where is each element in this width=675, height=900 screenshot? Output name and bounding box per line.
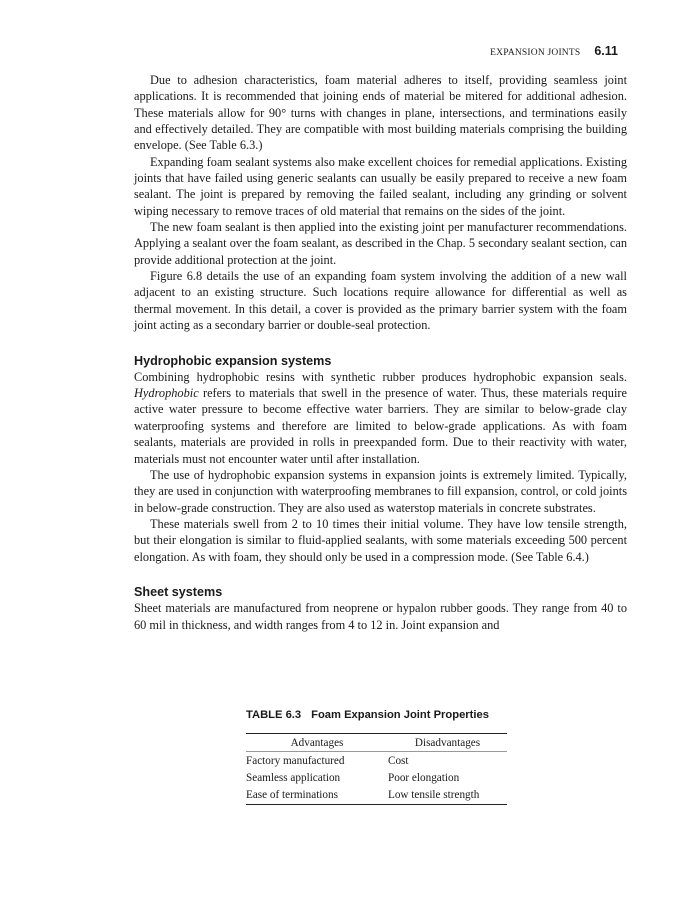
paragraph: The use of hydrophobic expansion systems in expansion joints is extremely limited. Typically, they are used in conjunction with waterproofing membranes to fill expansion, control, or cold joints in below-grade construction. They are also used as waterstop materials in concrete substrates. (134, 467, 627, 515)
running-header-title: EXPANSION JOINTS (490, 48, 581, 58)
table-row (246, 787, 507, 805)
paragraph: Expanding foam sealant systems also make excellent choices for remedial applications. Existing joints that have failed using generic sealants can usually be easily prepared to receive a new foam sealant. The joint is prepared by removing the failed sealant, including any grinding or solvent wiping necessary to remove traces of old material that remains on the sides of the joint. (134, 154, 627, 218)
paragraph: Figure 6.8 details the use of an expanding foam system involving the addition of a new wall adjacent to an existing structure. Such locations require allowance for differential as well as thermal movement. In this detail, a cover is provided as the primary barrier system with the foam joint acting as a secondary barrier or double-seal protection. (134, 269, 627, 333)
page-number: 6.11 (594, 44, 618, 58)
italic-term: Hydrophobic (134, 386, 199, 401)
table-6-3 (246, 709, 507, 805)
table-cell: Cost (388, 754, 409, 767)
table-cell: Ease of terminations (246, 789, 338, 802)
table-caption (246, 709, 507, 721)
properties-table (246, 733, 507, 805)
table-title: Foam Expansion Joint Properties (311, 709, 489, 721)
section-heading-hydrophobic: Hydrophobic expansion systems (134, 353, 332, 368)
paragraph: Sheet materials are manufactured from neoprene or hypalon rubber goods. They range from 40 to 60 mil in thickness, and width ranges from 4 to 12 in. Joint expansion and (134, 601, 627, 632)
table-cell: Seamless application (246, 771, 341, 784)
table-cell: Low tensile strength (388, 789, 480, 802)
paragraph: The new foam sealant is then applied into the existing joint per manufacturer recommendations. Applying a sealant over the foam sealant, as described in the Chap. 5 secondary sealant section, can provide additional protection at the joint. (134, 220, 627, 267)
running-header (490, 44, 618, 58)
table-cell: Poor elongation (388, 771, 460, 784)
table-row (246, 752, 507, 770)
table-label: TABLE 6.3 (246, 709, 302, 721)
table-cell: Factory manufactured (246, 754, 345, 767)
section-heading-sheet: Sheet systems (134, 584, 223, 599)
body-text (134, 72, 627, 633)
paragraph: Due to adhesion characteristics, foam material adheres to itself, providing seamless joint applications. It is recommended that joining ends of material be mitered for additional adhesion. These materials allow for 90° turns with changes in plane, intersections, and terminations easily and effectively detailed. They are compatible with most building materials comprising the building envelope. (See Table 6.3.) (134, 73, 627, 153)
column-header: Advantages (290, 737, 344, 749)
table-row (246, 769, 507, 786)
paragraph-text: refers to materials that swell in the presence of water. Thus, these materials require active water pressure to become effective water barriers. They are similar to below-grade clay waterproofing systems and therefore are limited to below-grade applications. As with foam sealants, materials are provided in rolls in preexpanded form. Due to their reactivity with water, materials must not encounter water until after installation. (134, 386, 627, 466)
column-header: Disadvantages (414, 737, 481, 749)
table-header-row (246, 734, 507, 752)
paragraph-text: Combining hydrophobic resins with synthetic rubber produces hydrophobic expansion seals. (134, 369, 627, 384)
paragraph (134, 369, 627, 467)
paragraph: These materials swell from 2 to 10 times their initial volume. They have low tensile strength, but their elongation is similar to fluid-applied sealants, with some materials exceeding 500 percent elongation. As with foam, they should only be used in a compression mode. (See Table 6.4.) (134, 516, 627, 564)
